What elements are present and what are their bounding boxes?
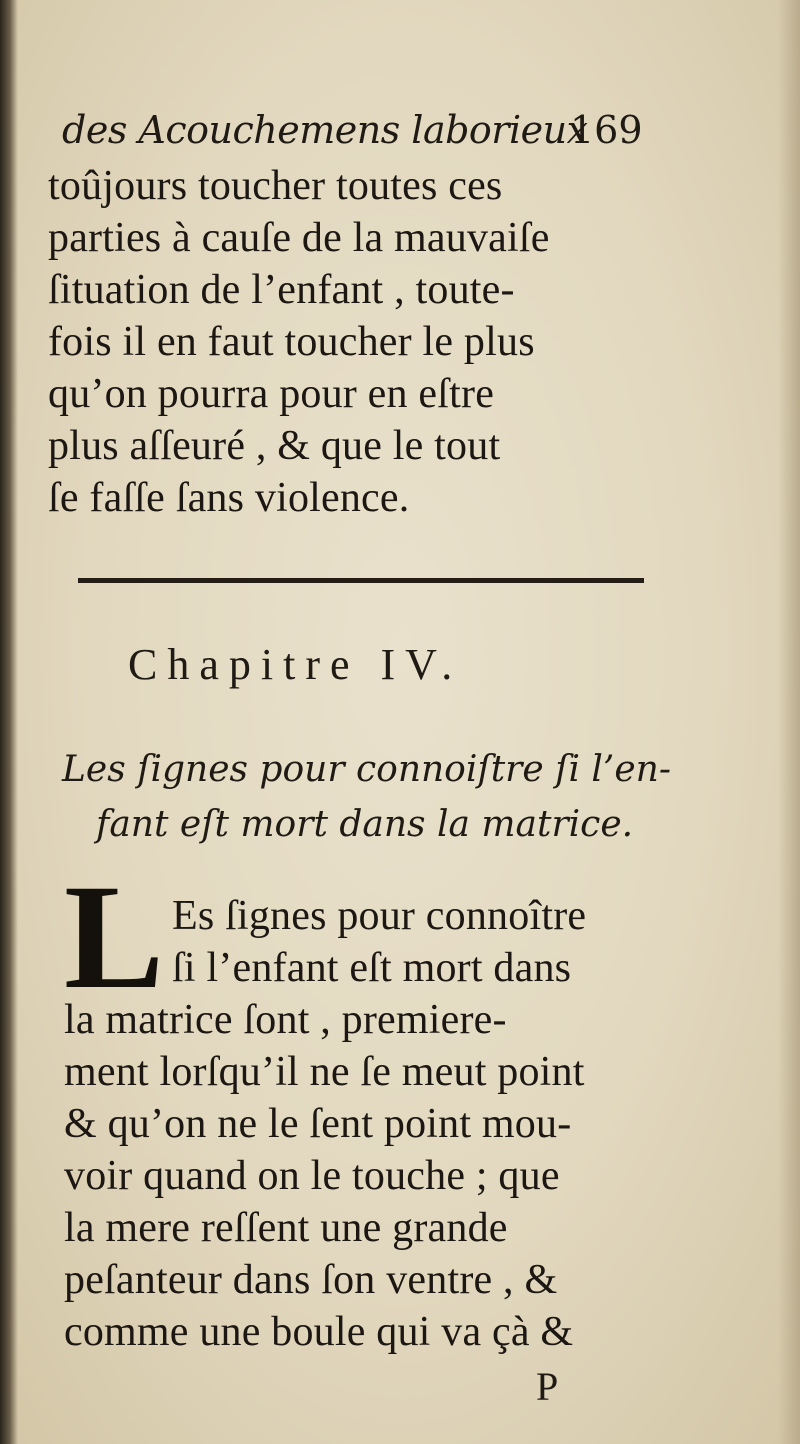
page-edge [778, 0, 800, 1444]
chapter-subtitle-line: Les ſignes pour connoiſtre ſi l’en- [62, 749, 672, 790]
drop-cap: L [64, 854, 165, 1020]
text-line: plus aſſeuré , & que le tout [48, 423, 501, 469]
text-line: peſanteur dans ſon ventre , & [64, 1257, 558, 1303]
page-number: 169 [570, 108, 643, 152]
text-line: fois il en faut toucher le plus [48, 319, 535, 365]
text-line: la mere reſſent une grande [64, 1205, 508, 1251]
text-line: ſe faſſe ſans violence. [48, 475, 410, 521]
text-line: comme une boule qui va çà & [64, 1309, 574, 1355]
chapter-subtitle-line: fant eſt mort dans la matrice. [96, 804, 634, 845]
text-line: toûjours toucher toutes ces [48, 163, 503, 209]
text-line: parties à cauſe de la mauvaiſe [48, 215, 550, 261]
text-line: ſi l’enfant eſt mort dans [172, 945, 572, 991]
section-rule [78, 578, 644, 583]
running-head [62, 100, 662, 160]
text-line: Es ſignes pour connoître [172, 893, 587, 939]
chapter-heading: Chapitre IV. [128, 640, 463, 689]
paragraph-body [64, 890, 704, 1370]
paragraph-continued [48, 160, 668, 530]
running-head-title: des Acouchemens laborieux [62, 108, 588, 152]
signature-mark: P [536, 1364, 559, 1409]
text-line: ment lorſqu’il ne ſe meut point [64, 1049, 585, 1095]
text-line: qu’on pourra pour en eſtre [48, 371, 495, 417]
text-line: voir quand on le touche ; que [64, 1153, 560, 1199]
text-line: ſituation de l’enfant , toute- [48, 267, 515, 313]
text-line: & qu’on ne le ſent point mou- [64, 1101, 572, 1147]
text-line: la matrice ſont , premiere- [64, 997, 507, 1043]
binding-edge [0, 0, 18, 1444]
